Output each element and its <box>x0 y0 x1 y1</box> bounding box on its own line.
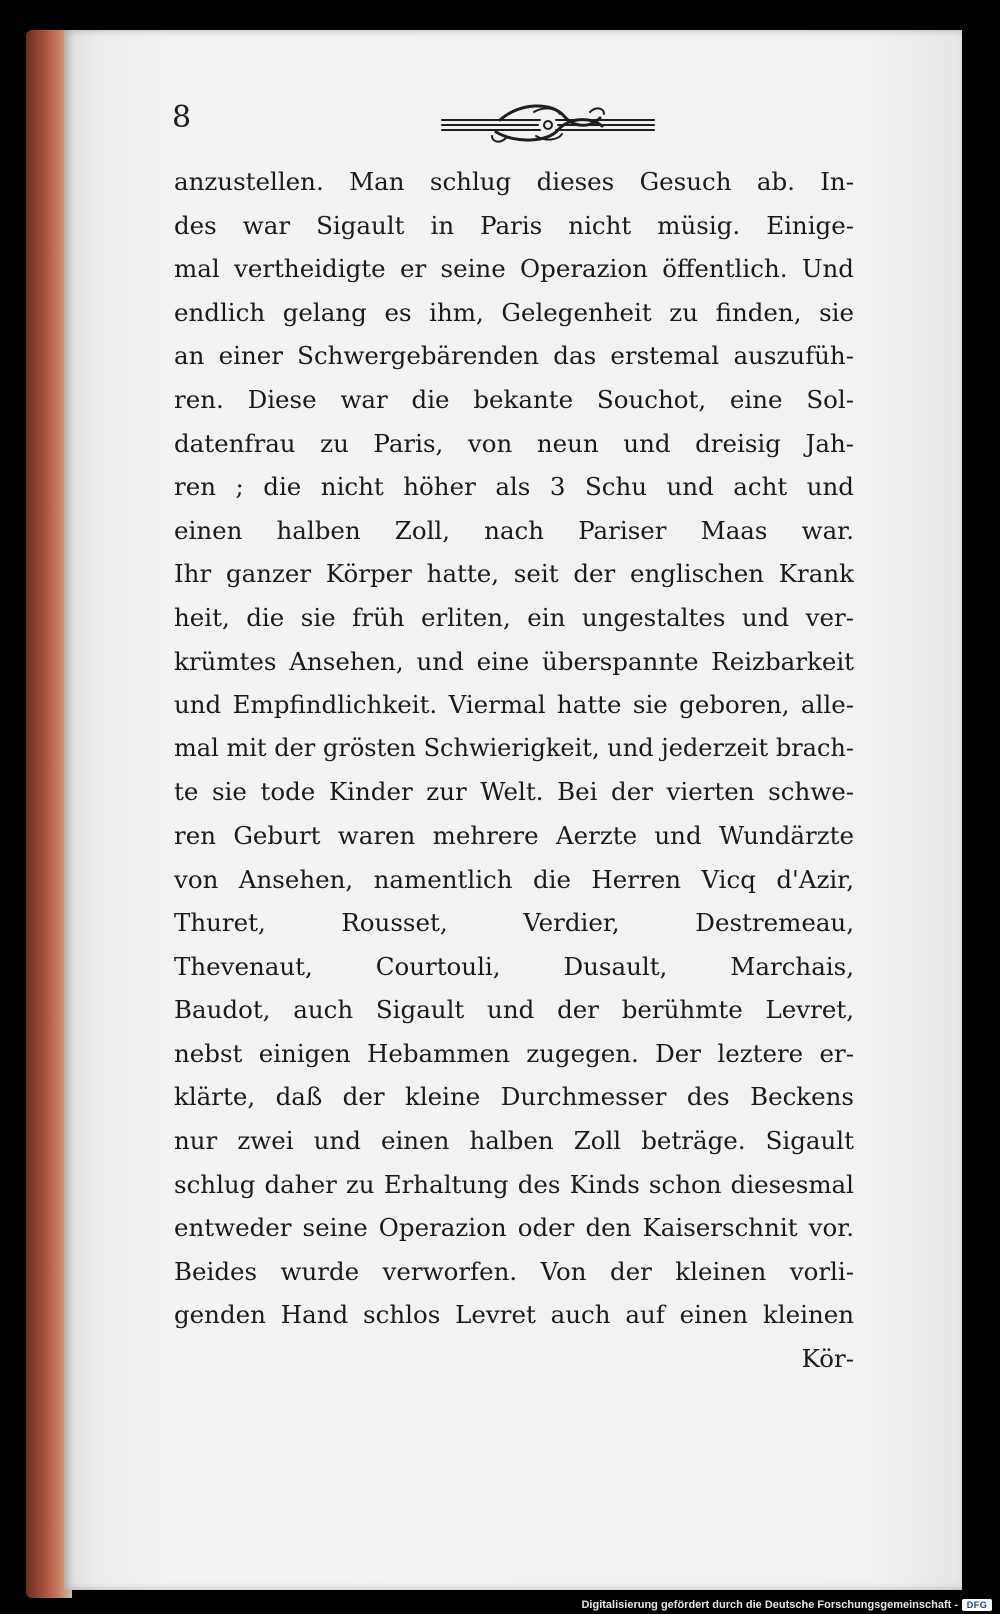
text-line: ren Geburt waren mehrere Aerzte und Wundärzte <box>174 820 854 850</box>
ornament-vignette <box>440 98 656 148</box>
dfg-logo-text: DFG <box>966 1600 988 1610</box>
catchword: Kör- <box>801 1344 854 1374</box>
text-line: nebst einigen Hebammen zugegen. Der leztere er- <box>174 1038 854 1068</box>
text-line: Ihr ganzer Körper hatte, seit der englischen Krank <box>174 559 854 589</box>
text-line: nur zwei und einen halben Zoll beträge. Sigault <box>174 1126 854 1156</box>
text-line: anzustellen. Man schlug dieses Gesuch ab. In- <box>174 167 854 196</box>
text-line: Thevenaut, Courtouli, Dusault, Marchais, <box>174 951 854 981</box>
text-line: Beides wurde verworfen. Von der kleinen vorli- <box>174 1256 854 1286</box>
text-line: Baudot, auch Sigault und der berühmte Levret, <box>174 995 854 1025</box>
footer-credit <box>581 1598 992 1612</box>
text-line: Thuret, Rousset, Verdier, Destremeau, <box>174 908 854 938</box>
text-line: mal vertheidigte er seine Operazion öffentlich. Und <box>174 254 854 284</box>
text-line: datenfrau zu Paris, von neun und dreisig Jah- <box>174 428 854 458</box>
text-line: des war Sigault in Paris nicht müsig. Einige- <box>174 210 854 240</box>
footer-text: Digitalisierung gefördert durch die Deutsche Forschungsgemeinschaft - <box>581 1599 958 1611</box>
text-line: entweder seine Operazion oder den Kaiserschnit vor. <box>174 1213 854 1243</box>
text-line: einen halben Zoll, nach Pariser Maas war. <box>174 515 854 545</box>
text-line: ren. Diese war die bekante Souchot, eine Sol- <box>174 384 854 414</box>
text-line: endlich gelang es ihm, Gelegenheit zu finden, sie <box>174 297 854 327</box>
dfg-logo-icon <box>962 1599 992 1611</box>
text-line: heit, die sie früh erliten, ein ungestaltes und ver- <box>174 602 854 632</box>
text-line: krümtes Ansehen, und eine überspannte Reizbarkeit <box>174 646 854 676</box>
text-line: mal mit der grösten Schwierigkeit, und jederzeit brach- <box>174 733 854 762</box>
text-line: von Ansehen, namentlich die Herren Vicq d'Azir, <box>174 864 854 894</box>
page-number: 8 <box>172 100 192 135</box>
text-line: schlug daher zu Erhaltung des Kinds schon diesesmal <box>174 1169 854 1199</box>
body-text <box>174 160 854 1381</box>
text-line: klärte, daß der kleine Durchmesser des Beckens <box>174 1082 854 1112</box>
text-line: ren ; die nicht höher als 3 Schu und acht und <box>174 472 854 502</box>
text-line: und Empfindlichkeit. Viermal hatte sie geboren, alle- <box>174 690 854 720</box>
text-line: genden Hand schlos Levret auch auf einen kleinen <box>174 1300 854 1330</box>
text-line: an einer Schwergebärenden das erstemal auszufüh- <box>174 341 854 371</box>
text-line: te sie tode Kinder zur Welt. Bei der vierten schwe- <box>174 777 854 807</box>
